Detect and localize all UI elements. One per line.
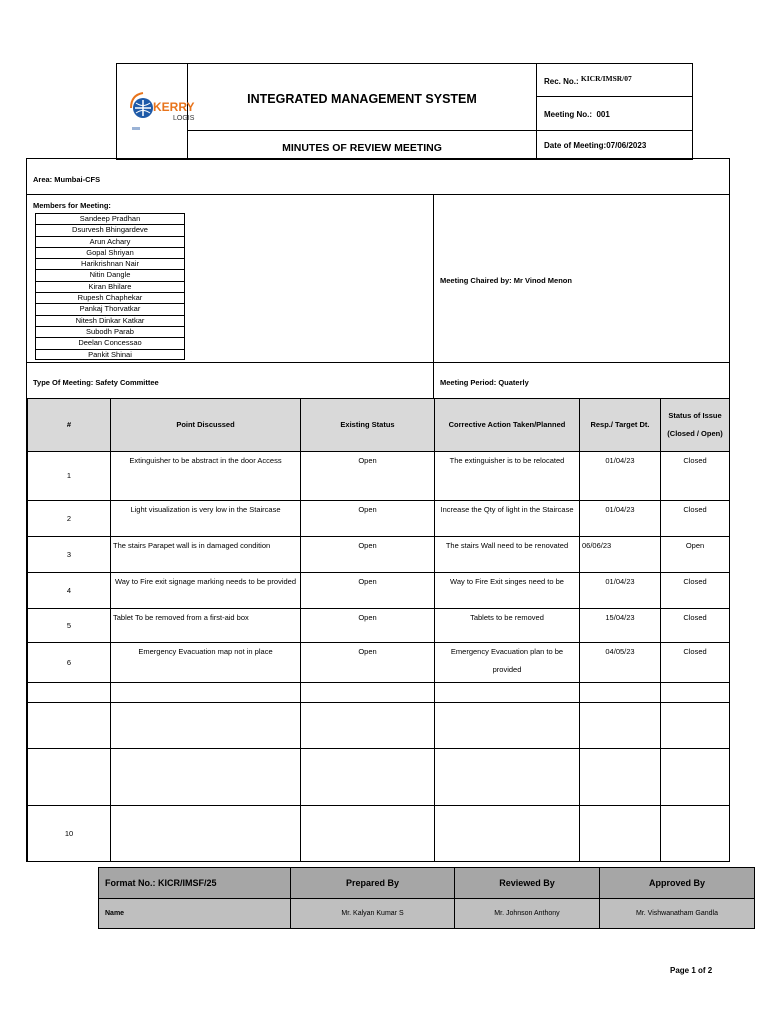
rec-no	[544, 74, 632, 86]
corrective-action: Increase the Qty of light in the Staircase	[435, 501, 580, 537]
company-logo	[125, 86, 195, 136]
existing-status: Open	[301, 452, 435, 501]
row-divider	[27, 194, 729, 195]
issue-status	[661, 703, 730, 749]
member-name: Kiran Bhilare	[35, 281, 185, 292]
row-number	[28, 749, 111, 806]
point-discussed: The stairs Parapet wall is in damaged condition	[111, 537, 301, 573]
row-number: 3	[28, 537, 111, 573]
reviewed-by-label: Reviewed By	[455, 868, 600, 899]
approved-by-label: Approved By	[600, 868, 755, 899]
area-label: Area: Mumbai-CFS	[33, 175, 101, 184]
members-label: Members for Meeting:	[33, 201, 111, 210]
existing-status	[301, 683, 435, 703]
point-discussed: Emergency Evacuation map not in place	[111, 643, 301, 683]
member-name: Nitesh Dinkar Katkar	[35, 315, 185, 326]
issue-status	[661, 683, 730, 703]
table-row	[28, 452, 730, 501]
member-name: Harikrishnan Nair	[35, 258, 185, 269]
row-number	[28, 703, 111, 749]
member-name: Deelan Concessao	[35, 337, 185, 348]
meeting-date	[544, 141, 646, 150]
table-row	[28, 749, 730, 806]
chaired-by: Meeting Chaired by: Mr Vinod Menon	[440, 276, 572, 285]
column-divider	[433, 362, 434, 398]
row-number: 5	[28, 609, 111, 643]
corrective-action	[435, 749, 580, 806]
target-date: 04/05/23	[580, 643, 661, 683]
row-number: 6	[28, 643, 111, 683]
member-name: Subodh Parab	[35, 326, 185, 337]
row-divider	[27, 362, 729, 363]
document-title: INTEGRATED MANAGEMENT SYSTEM	[247, 92, 477, 106]
point-discussed	[111, 749, 301, 806]
logo-text: KERRY	[153, 100, 195, 114]
target-date: 01/04/23	[580, 573, 661, 609]
table-header-row	[28, 399, 730, 452]
issue-status: Open	[661, 537, 730, 573]
col-header-corrective-action: Corrective Action Taken/Planned	[435, 399, 580, 452]
point-discussed	[111, 703, 301, 749]
meeting-no-value: 001	[596, 110, 610, 119]
name-label: Name	[99, 899, 291, 929]
prepared-by-name: Mr. Kalyan Kumar S	[291, 899, 455, 929]
meeting-period: Meeting Period: Quaterly	[440, 378, 529, 387]
existing-status: Open	[301, 643, 435, 683]
meeting-no-label: Meeting No.:	[544, 110, 592, 119]
logo-subtext: LOGIS	[173, 115, 195, 122]
table-row	[28, 643, 730, 683]
approval-footer	[98, 867, 754, 928]
table-row	[28, 806, 730, 862]
existing-status: Open	[301, 501, 435, 537]
member-name: Sandeep Pradhan	[35, 213, 185, 224]
format-no: Format No.: KICR/IMSF/25	[99, 868, 291, 899]
members-list	[35, 213, 185, 360]
col-header-existing-status: Existing Status	[301, 399, 435, 452]
column-divider	[433, 194, 434, 362]
reviewed-by-name: Mr. Johnson Anthony	[455, 899, 600, 929]
action-items-table	[27, 398, 730, 862]
target-date: 01/04/23	[580, 501, 661, 537]
approval-table	[98, 867, 755, 929]
issue-status: Closed	[661, 643, 730, 683]
existing-status: Open	[301, 537, 435, 573]
target-date: 15/04/23	[580, 609, 661, 643]
member-name: Rupesh Chaphekar	[35, 292, 185, 303]
prepared-by-label: Prepared By	[291, 868, 455, 899]
col-header-issue-status: Status of Issue (Closed / Open)	[661, 399, 730, 452]
meeting-type: Type Of Meeting: Safety Committee	[33, 378, 159, 387]
corrective-action: Emergency Evacuation plan to be provided	[435, 643, 580, 683]
approved-by-name: Mr. Vishwanatham Gandla	[600, 899, 755, 929]
member-name: Dsurvesh Bhingardeve	[35, 224, 185, 235]
issue-status: Closed	[661, 452, 730, 501]
target-date	[580, 806, 661, 862]
corrective-action: Way to Fire Exit singes need to be	[435, 573, 580, 609]
target-date	[580, 749, 661, 806]
meeting-date-label: Date of Meeting:	[544, 141, 607, 150]
meeting-date-value: 07/06/2023	[606, 141, 647, 150]
col-header-number: #	[28, 399, 111, 452]
member-name: Pankit Shinai	[35, 349, 185, 360]
corrective-action	[435, 703, 580, 749]
table-row	[28, 703, 730, 749]
issue-status: Closed	[661, 501, 730, 537]
point-discussed	[111, 683, 301, 703]
table-row	[28, 609, 730, 643]
row-number: 2	[28, 501, 111, 537]
corrective-action: Tablets to be removed	[435, 609, 580, 643]
row-number: 1	[28, 452, 111, 501]
row-number	[28, 683, 111, 703]
point-discussed: Light visualization is very low in the Staircase	[111, 501, 301, 537]
issue-status: Closed	[661, 609, 730, 643]
existing-status: Open	[301, 609, 435, 643]
corrective-action	[435, 806, 580, 862]
member-name: Pankaj Thorvatkar	[35, 303, 185, 314]
point-discussed: Way to Fire exit signage marking needs to be provided	[111, 573, 301, 609]
corrective-action: The stairs Wall need to be renovated	[435, 537, 580, 573]
point-discussed: Extinguisher to be abstract in the door Access	[111, 452, 301, 501]
minutes-body	[26, 158, 730, 862]
member-name: Nitin Dangle	[35, 269, 185, 280]
target-date	[580, 683, 661, 703]
header-divider	[187, 130, 692, 131]
issue-status	[661, 749, 730, 806]
target-date: 01/04/23	[580, 452, 661, 501]
point-discussed: Tablet To be removed from a first-aid box	[111, 609, 301, 643]
member-name: Gopal Shriyan	[35, 247, 185, 258]
header-divider	[536, 96, 692, 97]
meeting-no	[544, 110, 610, 119]
issue-status	[661, 806, 730, 862]
issue-status: Closed	[661, 573, 730, 609]
table-row	[28, 683, 730, 703]
document-header	[116, 63, 693, 160]
row-number: 10	[28, 806, 111, 862]
document-subtitle: MINUTES OF REVIEW MEETING	[282, 142, 442, 154]
rec-no-value: KICR/IMSR/07	[580, 74, 632, 83]
col-header-target-date: Resp./ Target Dt.	[580, 399, 661, 452]
corrective-action: The extinguisher is to be relocated	[435, 452, 580, 501]
table-row	[28, 537, 730, 573]
table-row	[28, 501, 730, 537]
corrective-action	[435, 683, 580, 703]
existing-status	[301, 703, 435, 749]
rec-no-label: Rec. No.:	[544, 77, 579, 86]
point-discussed	[111, 806, 301, 862]
target-date: 06/06/23	[580, 537, 661, 573]
member-name: Arun Achary	[35, 236, 185, 247]
row-number: 4	[28, 573, 111, 609]
existing-status	[301, 749, 435, 806]
page-number: Page 1 of 2	[670, 966, 713, 975]
existing-status: Open	[301, 573, 435, 609]
col-header-point: Point Discussed	[111, 399, 301, 452]
existing-status	[301, 806, 435, 862]
table-row	[28, 573, 730, 609]
target-date	[580, 703, 661, 749]
